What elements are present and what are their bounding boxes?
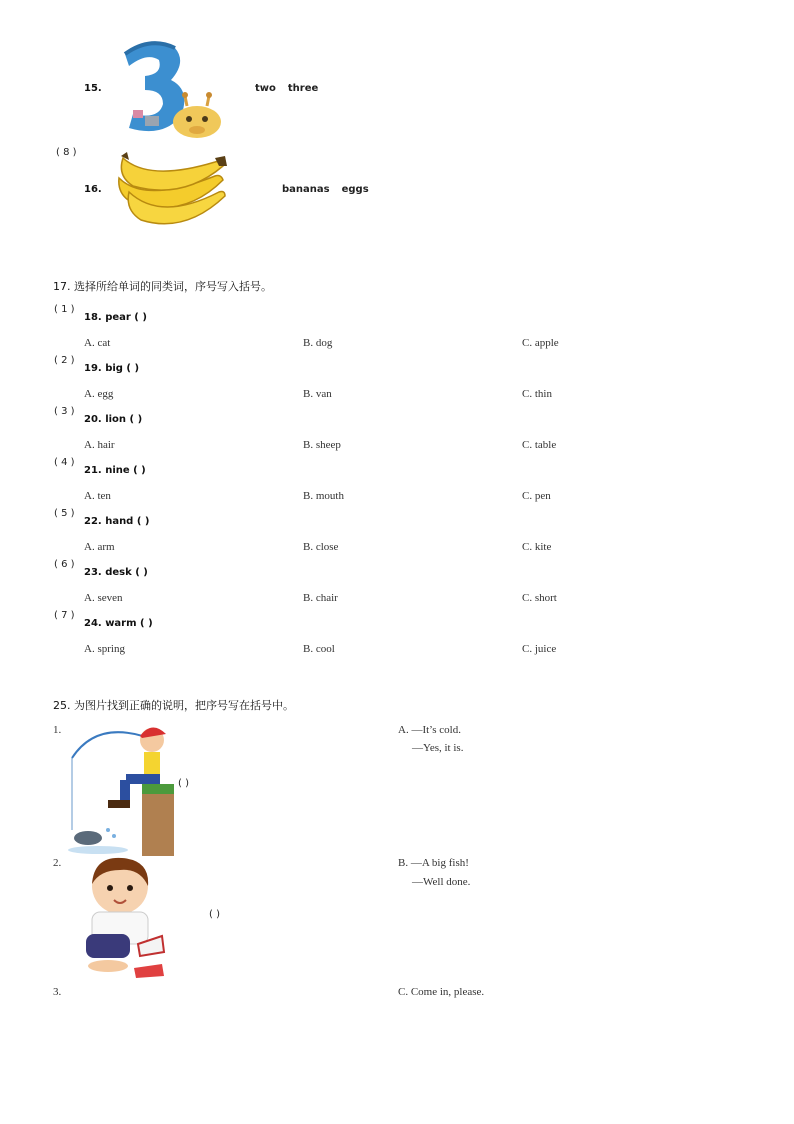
answer-blank[interactable]: ( ) (209, 909, 220, 920)
option-a-line-1: A. —It’s cold. (398, 724, 461, 736)
option-a[interactable]: A. spring (84, 643, 125, 655)
option-b[interactable]: B. mouth (303, 490, 344, 502)
option-a-line-2: —Yes, it is. (412, 742, 464, 754)
option-b-line-1: B. —A big fish! (398, 857, 469, 869)
option-b[interactable]: B. dog (303, 337, 333, 349)
part-label: ( 7 ) (54, 610, 75, 621)
question-stem: 18. pear ( ) (84, 312, 147, 323)
question-25-title: 25. 为图片找到正确的说明，把序号写在括号中。 (53, 699, 294, 712)
question-stem: 19. big ( ) (84, 363, 140, 374)
option-a[interactable]: A. hair (84, 439, 115, 451)
option-c[interactable]: C. table (522, 439, 557, 451)
question-15-number: 15. (84, 83, 102, 94)
option-a[interactable]: A. egg (84, 388, 114, 400)
option-a[interactable]: A. cat (84, 337, 111, 349)
option-a[interactable]: A. ten (84, 490, 111, 502)
number-three-giraffe-image (115, 40, 225, 140)
question-15-word-choices (255, 83, 330, 94)
option-b-line-2: —Well done. (412, 876, 471, 888)
word-choice[interactable]: three (287, 83, 319, 94)
option-c-line-1: C. Come in, please. (398, 986, 485, 998)
option-b[interactable]: B. van (303, 388, 332, 400)
word-choice[interactable]: two (255, 83, 276, 94)
word-choice[interactable]: bananas (282, 184, 330, 195)
question-stem: 20. lion ( ) (84, 414, 143, 425)
part-label: ( 6 ) (54, 559, 75, 570)
option-a[interactable]: A. seven (84, 592, 123, 604)
question-17-title: 17. 选择所给单词的同类词，序号写入括号。 (53, 280, 272, 293)
question-16-word-choices (282, 184, 381, 195)
picture-number: 2. (53, 857, 62, 869)
option-c[interactable]: C. pen (522, 490, 551, 502)
picture-number: 3. (53, 986, 62, 998)
part-label: ( 4 ) (54, 457, 75, 468)
option-a[interactable]: A. arm (84, 541, 115, 553)
part-label: ( 2 ) (54, 355, 75, 366)
boy-putting-on-shoes-image (78, 856, 168, 982)
bananas-image (115, 148, 230, 233)
word-choice[interactable]: eggs (341, 184, 369, 195)
picture-number: 1. (53, 724, 62, 736)
part-label: ( 8 ) (56, 147, 77, 158)
option-b[interactable]: B. close (303, 541, 339, 553)
answer-blank[interactable]: ( ) (178, 778, 189, 789)
question-stem: 22. hand ( ) (84, 516, 150, 527)
option-b[interactable]: B. chair (303, 592, 338, 604)
part-label: ( 5 ) (54, 508, 75, 519)
option-c[interactable]: C. short (522, 592, 557, 604)
option-c[interactable]: C. kite (522, 541, 552, 553)
part-label: ( 3 ) (54, 406, 75, 417)
question-stem: 23. desk ( ) (84, 567, 148, 578)
boy-fishing-image (68, 718, 174, 856)
question-stem: 21. nine ( ) (84, 465, 146, 476)
part-label: ( 1 ) (54, 304, 75, 315)
option-c[interactable]: C. apple (522, 337, 559, 349)
option-b[interactable]: B. cool (303, 643, 335, 655)
option-b[interactable]: B. sheep (303, 439, 341, 451)
question-16-number: 16. (84, 184, 102, 195)
option-c[interactable]: C. juice (522, 643, 557, 655)
option-c[interactable]: C. thin (522, 388, 552, 400)
question-stem: 24. warm ( ) (84, 618, 153, 629)
